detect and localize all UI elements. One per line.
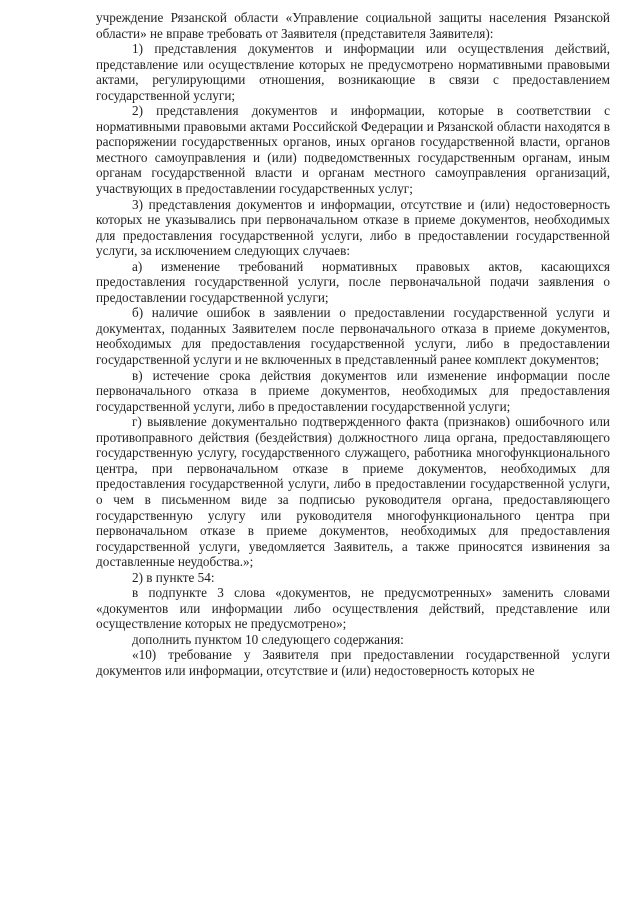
paragraph-subpoint-3: в подпункте 3 слова «документов, не предусмотренных» заменить словами «документов или информации либо осуществления действий, представление или осуществление которых не предусмотрено»; [96,585,610,632]
paragraph-subitem-b: б) наличие ошибок в заявлении о предоставлении государственной услуги и документах, поданных Заявителем после первоначального отказа в приеме документов, необходимых для предоставления государственной услуги, либо в предоставлении государственной услуги и не включенных в представленный ранее комплект документов; [96,305,610,368]
paragraph-subitem-a: а) изменение требований нормативных правовых актов, касающихся предоставления государственной услуги, после первоначальной подачи заявления о предоставлении государственной услуги; [96,258,610,305]
paragraph-item-54: 2) в пункте 54: [132,569,215,585]
paragraph-item-2: 2) представления документов и информации, которые в соответствии с нормативными правовыми актами Российской Федерации и Рязанской области находятся в распоряжении государственных органов, иных органов государственной власти, органов местного самоуправления и (или) подведомственных государственным органам, иным органам государственной власти и органам местного самоуправления организаций, участвующих в предоставлении государственных услуг; [96,103,610,197]
paragraph-subitem-g: г) выявление документально подтвержденного факта (признаков) ошибочного или противоправного действия (бездействия) должностного лица органа, предоставляющего государственную услугу, государственного служащего, работника многофункционального центра, при первоначальном отказе в приеме документов, необходимых для предоставления государственной услуги, либо в предоставлении государственной услуги, о чем в письменном виде за подписью руководителя органа, предоставляющего государственную услугу или руководителя многофункционального центра при первоначальном отказе в приеме документов, необходимых для предоставления государственной услуги, уведомляется Заявитель, а также приносятся извинения за доставленные неудобства.»; [96,414,610,570]
document-page [96,10,610,679]
paragraph-subitem-v: в) истечение срока действия документов или изменение информации после первоначального отказа в приеме документов, необходимых для предоставления государственной услуги, либо в предоставлении государственной услуги; [96,367,610,414]
paragraph-point-10-text: «10) требование у Заявителя при предоставлении государственной услуги документов или информации, отсутствие и (или) недостоверность которых не [96,647,610,678]
paragraph-intro: учреждение Рязанской области «Управление социальной защиты населения Рязанской области» не вправе требовать от Заявителя (представителя Заявителя): [96,10,610,41]
paragraph-item-1: 1) представления документов и информации или осуществления действий, представление или осуществление которых не предусмотрено нормативными правовыми актами, регулирующими отношения, возникающие в связи с предоставлением государственной услуги; [96,41,610,103]
paragraph-add-point-10: дополнить пунктом 10 следующего содержания: [132,631,404,647]
paragraph-item-3: 3) представления документов и информации, отсутствие и (или) недостоверность которых не указывались при первоначальном отказе в приеме документов, необходимых для предоставления государственной услуги, либо в предоставлении государственной услуги, за исключением следующих случаев: [96,196,610,259]
